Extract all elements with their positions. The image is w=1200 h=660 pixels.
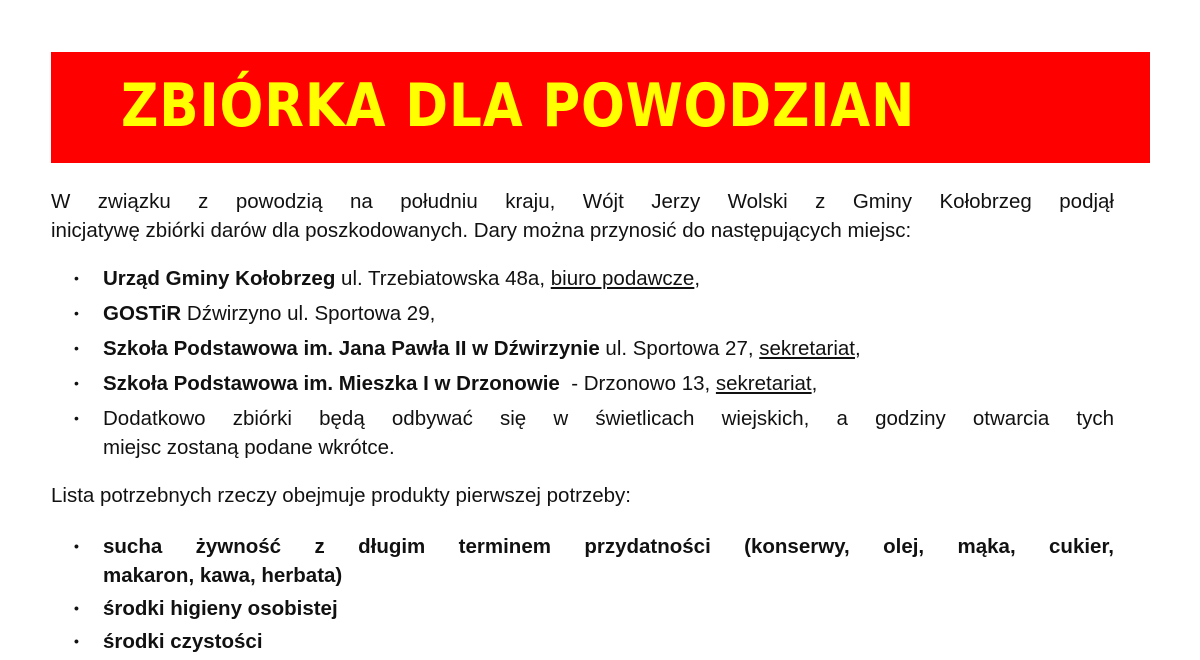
bullet-icon: • <box>74 270 79 286</box>
place-office: sekretariat <box>759 337 855 360</box>
place-name: GOSTiR <box>103 302 182 325</box>
bullet-icon: • <box>74 633 79 649</box>
place-address: Dźwirzyno ul. Sportowa 29, <box>181 302 436 325</box>
list-item <box>72 594 1114 623</box>
place-address: ul. Sportowa 27, <box>599 337 760 360</box>
list-item-text: sucha żywność z długim terminem przydatności (konserwy, olej, mąka, cukier, makaron, kawa, herbata) <box>103 535 1114 587</box>
bullet-icon: • <box>74 340 79 356</box>
needed-items-list <box>72 532 1114 660</box>
place-name: Szkoła Podstawowa im. Mieszka I w Drzonowie <box>103 372 560 395</box>
list-item <box>72 299 1114 328</box>
list-item <box>72 532 1114 590</box>
bullet-icon: • <box>74 410 79 426</box>
intro-paragraph <box>51 187 1114 245</box>
intro-line-2: inicjatywę zbiórki darów dla poszkodowanych. Dary można przynosić do następujących miejsc: <box>51 219 912 242</box>
list-item-text: Dodatkowo zbiórki będą odbywać się w świetlicach wiejskich, a godziny otwarcia tych miejsc zostaną podane wkrótce. <box>103 407 1114 459</box>
intro-line-1: W związku z powodzią na południu kraju, Wójt Jerzy Wolski z Gminy Kołobrzeg podjął <box>51 190 1114 213</box>
bullet-icon: • <box>74 305 79 321</box>
place-office: biuro podawcze <box>550 267 695 290</box>
list-item: • Urząd Gminy Kołobrzeg ul. Trzebiatowska 48a, biuro podawcze, <box>72 264 1114 293</box>
list-item-text: środki czystości <box>103 630 263 653</box>
place-name: Urząd Gminy Kołobrzeg <box>103 267 336 290</box>
bullet-icon: • <box>74 600 79 616</box>
page-title: ZBIÓRKA DLA POWODZIAN <box>121 71 916 141</box>
place-address: - Drzonowo 13, <box>559 372 716 395</box>
bullet-icon: • <box>74 375 79 391</box>
place-office: sekretariat <box>715 372 812 395</box>
list-item: • Szkoła Podstawowa im. Jana Pawła II w Dźwirzynie ul. Sportowa 27, sekretariat, <box>72 334 1114 363</box>
list-item: • Szkoła Podstawowa im. Mieszka I w Drzonowie - Drzonowo 13, sekretariat, <box>72 369 1114 398</box>
place-address: ul. Trzebiatowska 48a, <box>335 267 551 290</box>
bullet-icon: • <box>74 538 79 554</box>
donation-places-list <box>72 264 1114 468</box>
needs-intro: Lista potrzebnych rzeczy obejmuje produkty pierwszej potrzeby: <box>51 484 631 507</box>
place-name: Szkoła Podstawowa im. Jana Pawła II w Dźwirzynie <box>103 337 600 360</box>
title-banner <box>51 52 1150 163</box>
list-item <box>72 627 1114 656</box>
list-item <box>72 404 1114 462</box>
list-item-text: środki higieny osobistej <box>103 597 338 620</box>
